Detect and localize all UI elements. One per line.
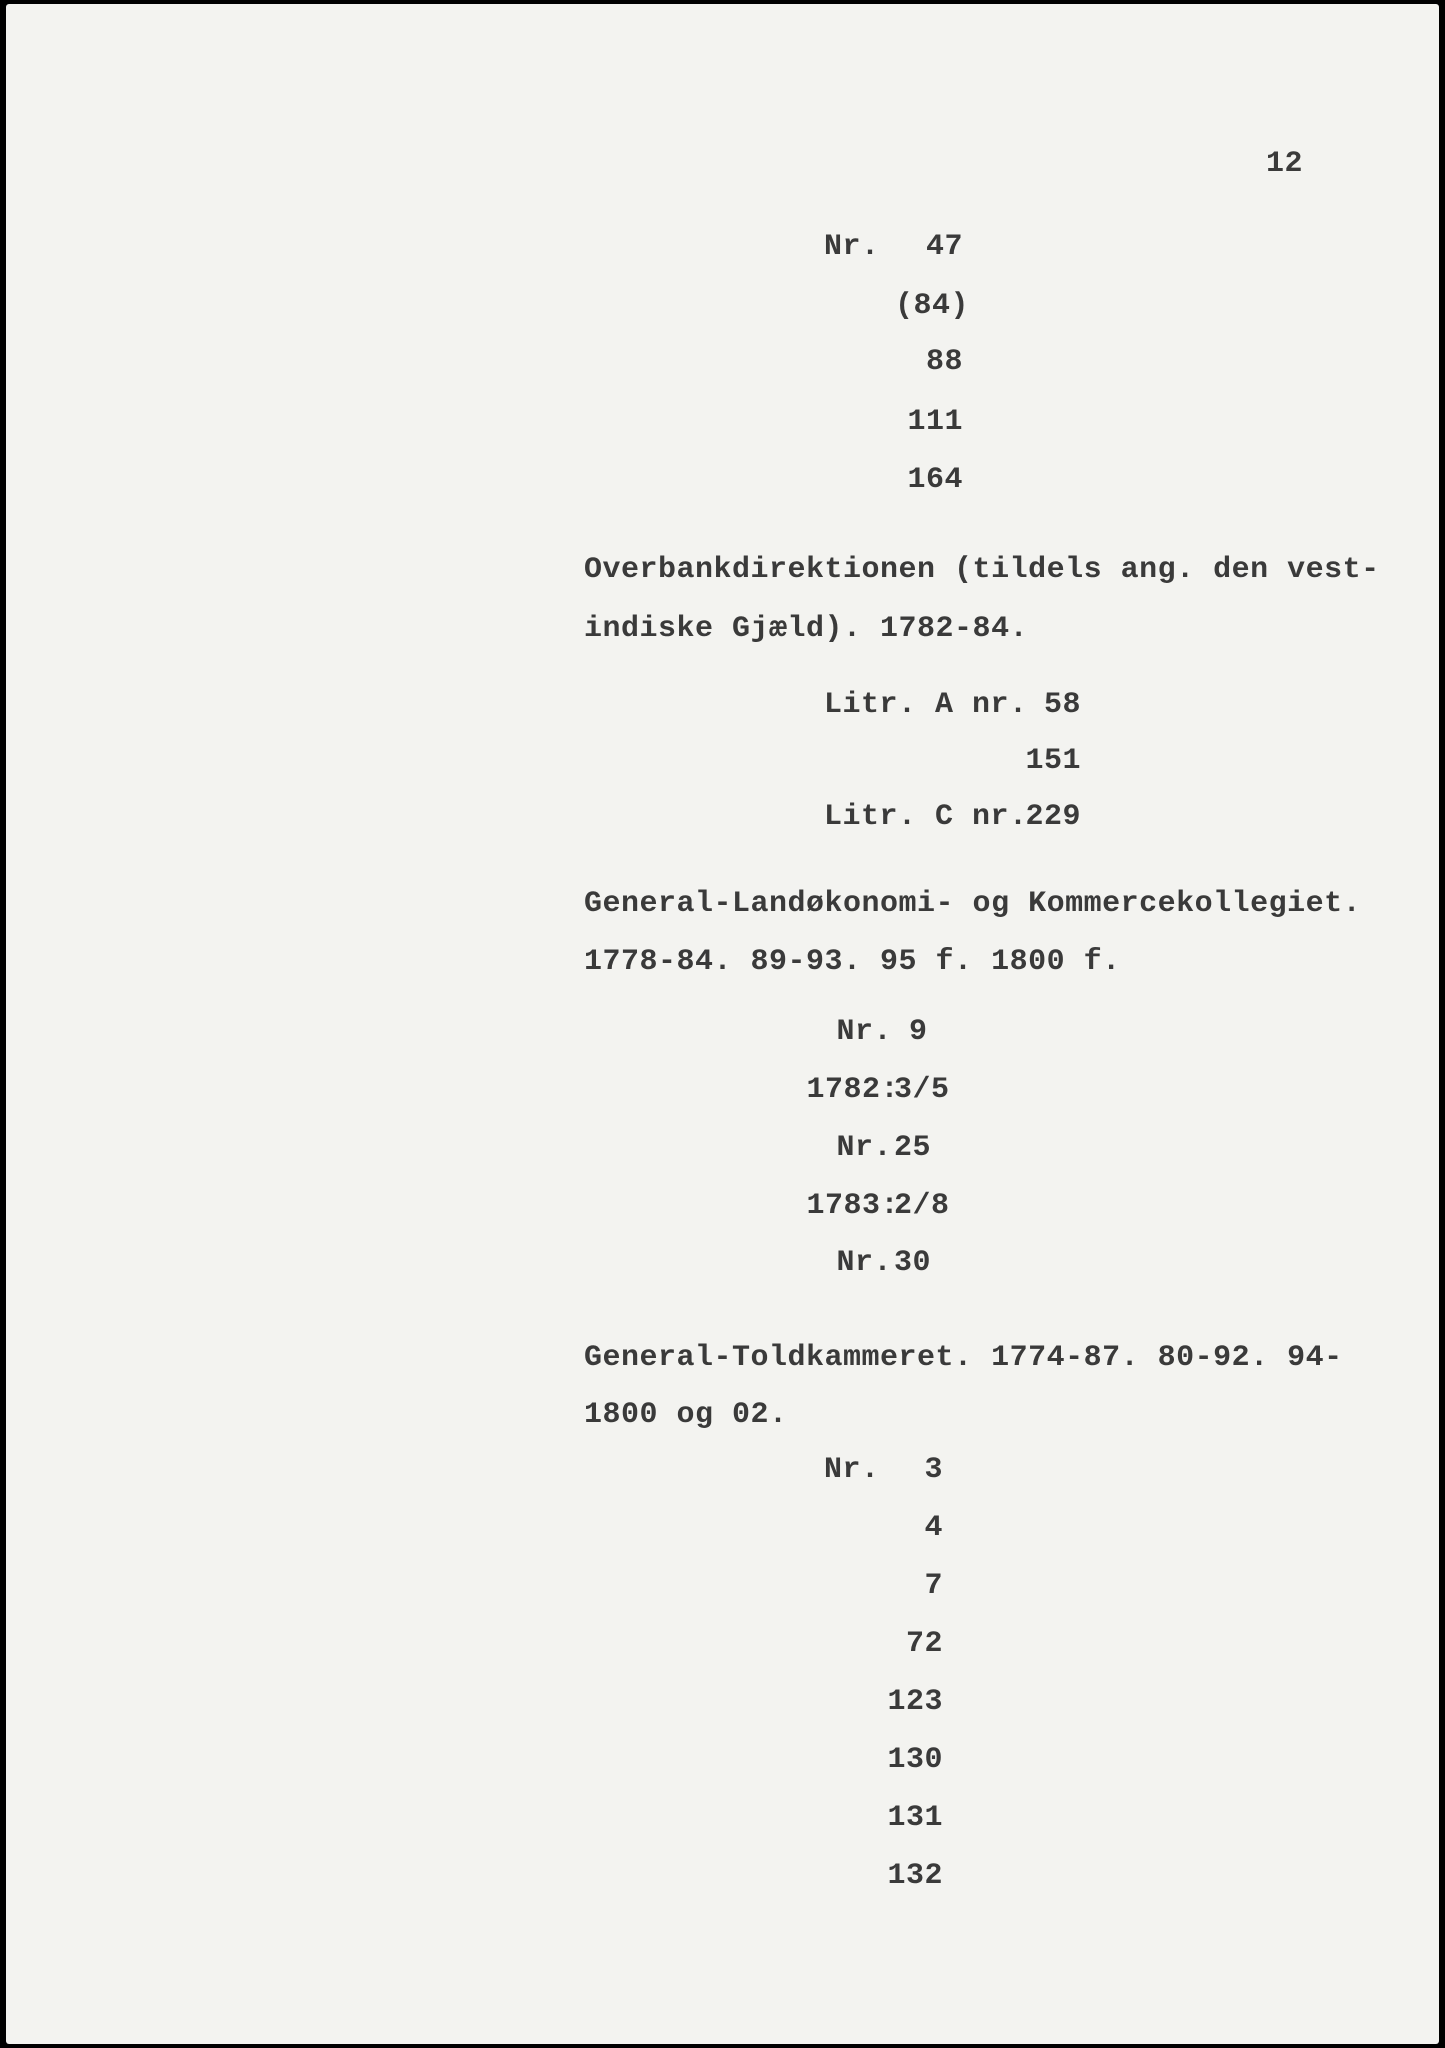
list-item-number: 47 <box>925 230 963 264</box>
list-item-number: 30 <box>894 1246 932 1280</box>
list-item-number: 72 <box>905 1627 943 1661</box>
list-item-number: 229 <box>1025 800 1081 834</box>
entry-label: Nr. <box>836 1015 892 1049</box>
entry-label: 1783: <box>806 1189 899 1223</box>
section-heading: 1778-84. 89-93. 95 f. 1800 f. <box>584 945 1121 979</box>
entry-label: Nr. <box>836 1246 892 1280</box>
section-heading: Overbankdirektionen (tildels ang. den vest- <box>584 553 1380 587</box>
list-item-number: 130 <box>887 1743 943 1777</box>
list-item-number: 111 <box>907 405 963 439</box>
litra-label: Litr. C nr. <box>824 800 1028 834</box>
list-item-number: 3/5 <box>894 1073 950 1107</box>
page-number: 12 <box>1266 147 1304 181</box>
section-heading: indiske Gjæld). 1782-84. <box>584 612 1029 646</box>
list-item-number: 132 <box>887 1859 943 1893</box>
list-item-number: 164 <box>907 463 963 497</box>
section-heading: General-Toldkammeret. 1774-87. 80-92. 94- <box>584 1341 1343 1375</box>
list-item-number: (84) <box>894 289 969 323</box>
nr-prefix: Nr. <box>824 230 880 264</box>
list-item-number: 3 <box>924 1453 943 1487</box>
entry-label: 1782: <box>806 1073 899 1107</box>
list-item-number: 131 <box>887 1801 943 1835</box>
entry-label: Nr. <box>836 1131 892 1165</box>
section-heading: General-Landøkonomi- og Kommercekollegiet. <box>584 887 1362 921</box>
list-item-number: 7 <box>924 1569 943 1603</box>
nr-prefix: Nr. <box>824 1453 880 1487</box>
list-item-number: 123 <box>887 1685 943 1719</box>
list-item-number: 4 <box>924 1511 943 1545</box>
litra-label: Litr. A nr. <box>824 688 1028 722</box>
list-item-number: 151 <box>1025 744 1081 778</box>
list-item-number: 58 <box>1043 688 1081 722</box>
list-item-number: 88 <box>925 345 963 379</box>
list-item-number: 9 <box>909 1015 928 1049</box>
list-item-number: 2/8 <box>894 1189 950 1223</box>
document-page <box>6 4 1439 2044</box>
list-item-number: 25 <box>894 1131 932 1165</box>
section-heading: 1800 og 02. <box>584 1398 788 1432</box>
